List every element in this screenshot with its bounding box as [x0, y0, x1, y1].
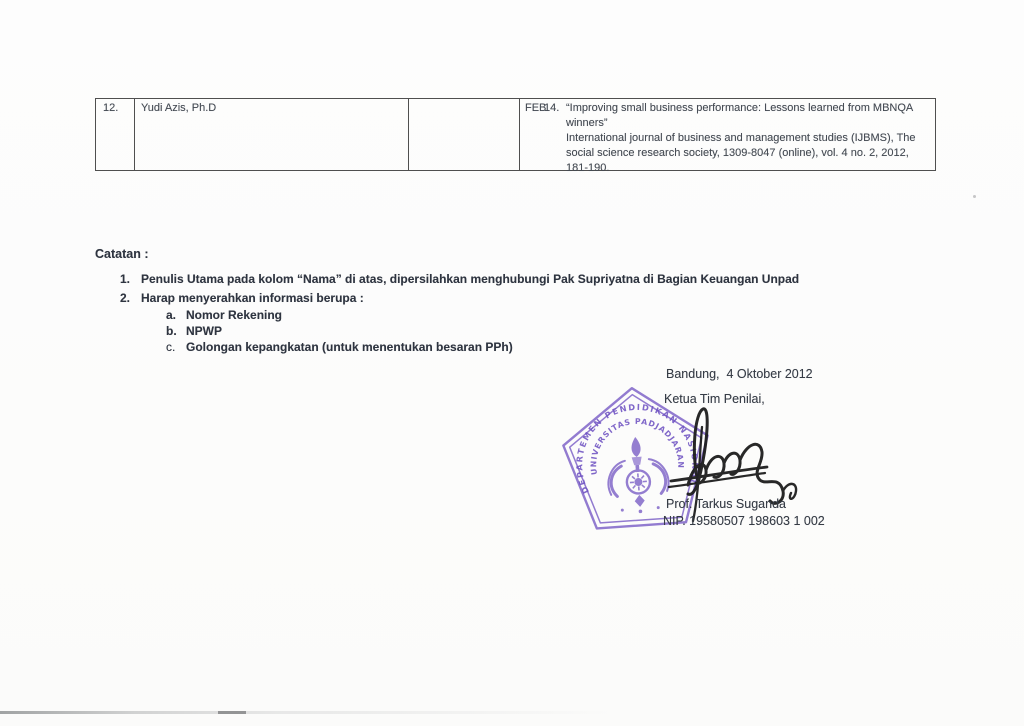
note-subitem-text: NPWP: [186, 324, 222, 338]
place-date: Bandung, 4 Oktober 2012: [666, 367, 813, 381]
signer-name: Prof. Tarkus Suganda: [666, 497, 786, 511]
faculty-cell: FEB: [525, 102, 547, 114]
note-item-marker: 1.: [120, 272, 131, 286]
scan-edge-artifact: [0, 711, 612, 714]
publication-line: “Improving small business performance: Lessons learned from MBNQA: [566, 102, 914, 114]
note-subitem-text: Nomor Rekening: [186, 308, 283, 322]
publication-line: International journal of business and management studies (IJBMS), The: [566, 132, 916, 144]
note-item-text: Harap menyerahkan informasi berupa :: [141, 291, 364, 305]
author-name-cell: Yudi Azis, Ph.D: [141, 102, 217, 114]
signer-role: Ketua Tim Penilai,: [664, 392, 765, 406]
row-number-cell: 12.: [103, 102, 119, 114]
publication-line: social science research society, 1309-8047 (online), vol. 4 no. 2, 2012,: [566, 147, 909, 159]
note-subitem-text: Golongan kepangkatan (untuk menentukan besaran PPh): [186, 340, 513, 354]
publication-line: 181-190.: [566, 162, 610, 174]
note-item-text: Penulis Utama pada kolom “Nama” di atas, dipersilahkan menghubungi Pak Supriyatna di Bagian Keuangan Unpad: [141, 272, 800, 286]
scan-speck-artifact: [973, 195, 976, 198]
note-item-marker: 2.: [120, 291, 131, 305]
signer-nip: NIP. 19580507 198603 1 002: [663, 514, 825, 528]
note-subitem-marker: a.: [166, 308, 177, 322]
note-subitem-marker: b.: [166, 324, 177, 338]
publications-table: [95, 98, 936, 174]
publication-line: winners”: [566, 117, 608, 129]
table-column-divider: [134, 99, 135, 170]
stamp-inner-ring-text: UNIVERSITAS PADJADJARAN: [589, 416, 686, 476]
publication-number: 14.: [544, 102, 560, 114]
table-column-divider: [408, 99, 409, 170]
table-column-divider: [519, 99, 520, 170]
stamp-outer-ring-text: DEPARTEMEN PENDIDIKAN NASIONAL: [574, 401, 701, 496]
note-subitem-marker: c.: [166, 340, 176, 354]
scan-dash-artifact: [218, 711, 246, 714]
notes-heading: Catatan :: [95, 247, 149, 261]
